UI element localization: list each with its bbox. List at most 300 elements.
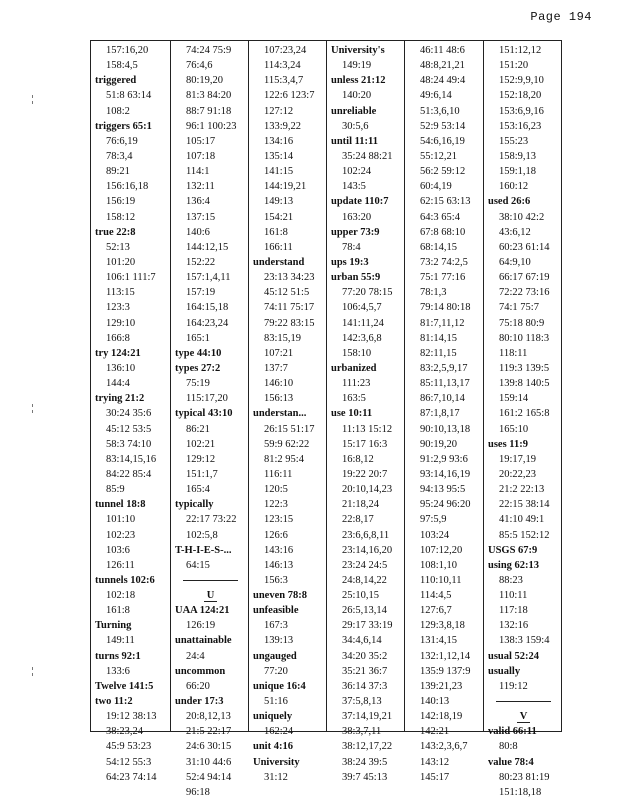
index-reference: 156:13 [264,393,294,405]
index-reference: 139:21,23 [420,680,463,692]
index-reference: 136:4 [186,196,210,208]
index-reference: 51:3,6,10 [420,105,460,117]
index-reference: 15:17 16:3 [342,438,388,450]
index-reference: 68:14,15 [420,241,458,253]
index-reference: 24:6 30:15 [186,741,232,753]
index-reference: 120:5 [264,484,288,496]
index-reference: 81:2 95:4 [264,453,304,465]
index-reference: 45:12 53:5 [106,423,152,435]
index-reference: 114:3,24 [264,60,301,72]
index-reference: 133:6 [106,665,130,677]
index-reference: 83:15,19 [264,332,302,344]
index-reference: 22:15 38:14 [499,499,550,511]
index-reference: 41:10 49:1 [499,514,545,526]
index-reference: 80:10 118:3 [499,332,550,344]
index-reference: 166:11 [264,241,293,253]
index-term: using 62:13 [488,559,540,571]
index-reference: 123:3 [106,302,130,314]
index-reference: 160:12 [499,181,529,193]
index-term: typically [175,499,214,511]
index-term: triggers 65:1 [95,120,152,132]
index-reference: 59:9 62:22 [264,438,310,450]
index-reference: 132:11 [186,181,215,193]
index-reference: 133:9,22 [264,120,302,132]
index-reference: 54:12 55:3 [106,756,152,768]
section-divider [175,573,246,588]
index-reference: 101:20 [106,256,136,268]
index-term: upper 73:9 [331,226,380,238]
index-reference: 30:5,6 [342,120,369,132]
index-reference: 163:5 [342,393,366,405]
index-term: uniquely [253,711,293,723]
index-reference: 82:11,15 [420,347,457,359]
index-term: unique 16:4 [253,680,306,692]
index-reference: 139:13 [264,635,294,647]
index-term: update 110:7 [331,196,389,208]
index-column-2 [171,41,249,798]
index-reference: 142:3,6,8 [342,332,382,344]
index-reference: 37:5,8,13 [342,696,382,708]
index-reference: 19:22 20:7 [342,468,388,480]
index-reference: 60:23 61:14 [499,241,550,253]
index-reference: 119:3 139:5 [499,362,550,374]
index-reference: 23:6,6,8,11 [342,529,390,541]
index-reference: 51:16 [264,696,288,708]
index-reference: 75:1 77:16 [420,272,466,284]
index-reference: 149:11 [106,635,135,647]
index-reference: 51:8 63:14 [106,90,152,102]
index-reference: 110:11 [499,590,528,602]
index-table [90,40,562,798]
index-reference: 164:15,18 [186,302,229,314]
index-term: unfeasible [253,605,299,617]
index-reference: 31:10 44:6 [186,756,232,768]
index-reference: 107:12,20 [420,544,463,556]
index-reference: 22:17 73:22 [186,514,237,526]
index-term: turns 92:1 [95,650,141,662]
index-term: uneven 78:8 [253,590,307,602]
index-term: use 10:11 [331,408,373,420]
index-reference: 23:14,16,20 [342,544,393,556]
index-reference: 137:7 [264,362,288,374]
index-reference: 74:1 75:7 [499,302,539,314]
index-reference: 25:10,15 [342,590,380,602]
index-reference: 38:3,7,11 [342,726,382,738]
index-reference: 156:3 [264,574,288,586]
margin-hole-mark [32,667,34,676]
index-reference: 38:10 42:2 [499,211,545,223]
index-reference: 46:11 48:6 [420,45,465,56]
index-term: Turning [95,620,132,632]
index-reference: 45:9 53:23 [106,741,152,753]
index-term: ups 19:3 [331,256,369,268]
index-reference: 86:7,10,14 [420,393,465,405]
index-term: value 78:4 [488,756,534,768]
index-reference: 144:12,15 [186,241,229,253]
index-term: typical 43:10 [175,408,233,420]
index-reference: 122:6 123:7 [264,90,315,102]
index-reference: 20:8,12,13 [186,711,231,723]
index-column-1 [91,41,171,783]
index-reference: 22:8,17 [342,514,374,526]
index-reference: 76:4,6 [186,60,213,72]
index-reference: 143:12 [420,756,450,768]
index-reference: 94:13 95:5 [420,484,466,496]
index-term: uses 11:9 [488,438,528,450]
index-reference: 126:19 [186,620,216,632]
index-reference: 151:1,7 [186,468,218,480]
section-letter-text: U [204,590,218,602]
index-reference: 20:10,14,23 [342,484,393,496]
index-reference: 93:14,16,19 [420,468,471,480]
index-reference: 144:19,21 [264,181,307,193]
index-reference: 24:4 [186,650,205,662]
index-reference: 153:16,23 [499,120,542,132]
index-reference: 54:6,16,19 [420,135,465,147]
index-reference: 135:9 137:9 [420,665,471,677]
index-reference: 143:5 [342,181,366,193]
index-reference: 134:16 [264,135,294,147]
index-reference: 87:1,8,17 [420,408,460,420]
index-reference: 52:4 94:14 [186,771,232,783]
index-reference: 145:17 [420,771,450,783]
index-reference: 157:1,4,11 [186,272,231,284]
index-column-4 [327,41,405,783]
index-reference: 115:3,4,7 [264,75,304,87]
index-reference: 165:10 [499,423,529,435]
index-reference: 155:23 [499,135,529,147]
index-reference: 38:12,17,22 [342,741,393,753]
index-reference: 75:19 [186,378,210,390]
index-reference: 163:20 [342,211,372,223]
index-reference: 35:24 88:21 [342,150,393,162]
index-reference: 152:9,9,10 [499,75,544,87]
index-reference: 136:10 [106,362,136,374]
index-reference: 156:16,18 [106,181,149,193]
index-reference: 157:19 [186,287,216,299]
index-reference: 122:3 [264,499,288,511]
index-term: valid 66:11 [488,726,537,738]
index-reference: 64:9,10 [499,256,531,268]
index-term: University's [331,45,385,56]
index-reference: 85:9 [106,484,125,496]
index-reference: 110:10,11 [420,574,462,586]
index-reference: 95:24 96:20 [420,499,471,511]
index-reference: 153:6,9,16 [499,105,544,117]
index-term: ungauged [253,650,297,662]
section-letter [488,709,559,724]
index-reference: 159:14 [499,393,529,405]
index-reference: 67:8 68:10 [420,226,466,238]
index-term: tunnel 18:8 [95,499,146,511]
index-reference: 114:1 [186,166,210,178]
index-reference: 39:7 45:13 [342,771,388,783]
index-reference: 159:1,18 [499,166,537,178]
index-reference: 103:24 [420,529,450,541]
index-reference: 26:5,13,14 [342,605,387,617]
index-reference: 23:24 24:5 [342,559,388,571]
index-reference: 85:5 152:12 [499,529,550,541]
index-reference: 143:2,3,6,7 [420,741,468,753]
index-reference: 151:18,18 [499,786,542,798]
index-reference: 19:17,19 [499,453,537,465]
index-term: triggered [95,75,137,87]
index-reference: 126:6 [264,529,288,541]
index-term: urbanized [331,362,377,374]
index-term: trying 21:2 [95,393,145,405]
index-reference: 162:24 [264,726,294,738]
index-reference: 139:8 140:5 [499,378,550,390]
index-reference: 101:10 [106,514,136,526]
index-term: unattainable [175,635,232,647]
index-reference: 107:18 [186,150,216,162]
index-reference: 45:12 51:5 [264,287,310,299]
index-reference: 80:23 81:19 [499,771,550,783]
index-reference: 114:4,5 [420,590,452,602]
index-reference: 85:11,13,17 [420,378,470,390]
index-reference: 66:20 [186,680,210,692]
index-term: try 124:21 [95,347,141,359]
index-reference: 132:1,12,14 [420,650,471,662]
index-reference: 107:23,24 [264,45,307,56]
index-reference: 55:12,21 [420,150,458,162]
index-reference: 131:4,15 [420,635,458,647]
index-reference: 79:22 83:15 [264,317,315,329]
index-reference: 115:17,20 [186,393,228,405]
index-reference: 97:5,9 [420,514,447,526]
index-reference: 161:8 [106,605,130,617]
index-reference: 23:13 34:23 [264,272,315,284]
index-reference: 103:6 [106,544,130,556]
index-reference: 140:13 [420,696,450,708]
index-term: unreliable [331,105,377,117]
page-number: Page 194 [530,10,592,24]
index-term: understand [253,256,305,268]
index-reference: 83:2,5,9,17 [420,362,468,374]
index-reference: 37:14,19,21 [342,711,393,723]
index-reference: 80:8 [499,741,518,753]
index-reference: 76:6,19 [106,135,138,147]
index-reference: 151:20 [499,60,529,72]
index-reference: 107:21 [264,347,294,359]
index-reference: 161:8 [264,226,288,238]
index-reference: 21:2 22:13 [499,484,545,496]
index-term: tunnels 102:6 [95,574,155,586]
index-reference: 48:24 49:4 [420,75,466,87]
index-reference: 106:1 111:7 [106,272,156,284]
index-reference: 88:7 91:18 [186,105,232,117]
index-term: under 17:3 [175,696,224,708]
index-reference: 102:18 [106,590,136,602]
index-reference: 108:2 [106,105,130,117]
index-reference: 105:17 [186,135,216,147]
index-reference: 149:19 [342,60,372,72]
index-term: T-H-I-E-S-... [175,544,232,556]
index-reference: 96:18 [186,786,210,798]
index-reference: 132:16 [499,620,529,632]
index-reference: 106:4,5,7 [342,302,382,314]
index-reference: 138:3 159:4 [499,635,550,647]
margin-hole-mark [32,404,34,413]
index-reference: 77:20 [264,665,288,677]
index-reference: 88:23 [499,574,523,586]
index-reference: 34:4,6,14 [342,635,382,647]
index-reference: 151:12,12 [499,45,542,56]
index-reference: 149:13 [264,196,294,208]
index-reference: 34:20 35:2 [342,650,388,662]
index-reference: 102:5,8 [186,529,218,541]
index-reference: 144:4 [106,378,130,390]
index-reference: 78:4 [342,241,361,253]
index-reference: 165:4 [186,484,210,496]
index-reference: 156:19 [106,196,136,208]
index-reference: 78:1,3 [420,287,447,299]
index-reference: 81:14,15 [420,332,458,344]
index-reference: 21:5 22:17 [186,726,232,738]
index-term: urban 55:9 [331,272,381,284]
index-reference: 142:21 [420,726,450,738]
index-reference: 43:6,12 [499,226,531,238]
index-reference: 129:10 [106,317,136,329]
index-column-6 [484,41,561,798]
index-term: true 22:8 [95,226,136,238]
index-reference: 164:23,24 [186,317,229,329]
index-reference: 146:13 [264,559,294,571]
index-reference: 152:18,20 [499,90,542,102]
index-reference: 36:14 37:3 [342,680,388,692]
index-reference: 75:18 80:9 [499,317,545,329]
index-reference: 126:11 [106,559,135,571]
index-reference: 119:12 [499,680,528,692]
index-reference: 90:19,20 [420,438,458,450]
index-reference: 64:3 65:4 [420,211,460,223]
index-reference: 143:16 [264,544,294,556]
section-divider [488,694,559,709]
index-reference: 77:20 78:15 [342,287,393,299]
index-reference: 84:22 85:4 [106,468,152,480]
index-term: USGS 67:9 [488,544,538,556]
index-reference: 140:6 [186,226,210,238]
index-reference: 111:23 [342,378,371,390]
section-letter-text: V [517,711,531,723]
index-reference: 62:15 63:13 [420,196,471,208]
index-column-3 [249,41,327,783]
index-reference: 49:6,14 [420,90,452,102]
index-term: usual 52:24 [488,650,540,662]
index-reference: 102:23 [106,529,136,541]
index-reference: 86:21 [186,423,210,435]
index-reference: 118:11 [499,347,528,359]
index-reference: 129:3,8,18 [420,620,465,632]
index-reference: 81:3 84:20 [186,90,232,102]
index-reference: 96:1 100:23 [186,120,237,132]
index-term: until 11:11 [331,135,378,147]
index-term: unit 4:16 [253,741,293,753]
index-reference: 52:9 53:14 [420,120,466,132]
index-reference: 123:15 [264,514,294,526]
index-reference: 60:4,19 [420,181,452,193]
index-term: UAA 124:21 [175,605,230,617]
index-reference: 127:6,7 [420,605,452,617]
index-term: understan... [253,408,307,420]
index-reference: 79:14 80:18 [420,302,471,314]
index-reference: 102:24 [342,166,372,178]
index-reference: 16:8,12 [342,453,374,465]
index-reference: 129:12 [186,453,216,465]
index-reference: 64:15 [186,559,210,571]
index-reference: 73:2 74:2,5 [420,256,468,268]
index-reference: 140:20 [342,90,372,102]
index-reference: 30:24 35:6 [106,408,152,420]
index-reference: 167:3 [264,620,288,632]
index-reference: 89:21 [106,166,130,178]
index-reference: 29:17 33:19 [342,620,393,632]
index-reference: 19:12 38:13 [106,711,157,723]
index-reference: 166:8 [106,332,130,344]
index-reference: 20:22,23 [499,468,537,480]
index-reference: 142:18,19 [420,711,463,723]
index-reference: 11:13 15:12 [342,423,393,435]
margin-hole-mark [32,95,34,104]
index-reference: 102:21 [186,438,216,450]
index-reference: 83:14,15,16 [106,453,157,465]
index-reference: 158:10 [342,347,372,359]
index-reference: 113:15 [106,287,135,299]
index-term: usually [488,665,521,677]
index-term: unless 21:12 [331,75,386,87]
index-reference: 78:3,4 [106,150,133,162]
index-reference: 158:9,13 [499,150,537,162]
index-reference: 157:16,20 [106,45,149,56]
index-reference: 56:2 59:12 [420,166,466,178]
index-reference: 26:15 51:17 [264,423,315,435]
index-reference: 38:24 39:5 [342,756,388,768]
index-reference: 158:12 [106,211,136,223]
index-reference: 161:2 165:8 [499,408,550,420]
index-reference: 165:1 [186,332,210,344]
index-term: two 11:2 [95,696,133,708]
index-reference: 90:10,13,18 [420,423,471,435]
index-reference: 35:21 36:7 [342,665,388,677]
index-reference: 64:23 74:14 [106,771,157,783]
index-reference: 141:11,24 [342,317,384,329]
index-reference: 91:2,9 93:6 [420,453,468,465]
index-reference: 81:7,11,12 [420,317,465,329]
index-reference: 154:21 [264,211,294,223]
index-reference: 146:10 [264,378,294,390]
index-reference: 116:11 [264,468,293,480]
index-reference: 72:22 73:16 [499,287,550,299]
index-reference: 152:22 [186,256,216,268]
index-reference: 31:12 [264,771,288,783]
index-term: University [253,756,300,768]
index-reference: 108:1,10 [420,559,458,571]
index-reference: 135:14 [264,150,294,162]
index-reference: 141:15 [264,166,294,178]
index-reference: 66:17 67:19 [499,272,550,284]
index-reference: 38:23,24 [106,726,144,738]
index-reference: 21:18,24 [342,499,380,511]
index-column-5 [405,41,484,783]
index-term: type 44:10 [175,347,222,359]
index-term: types 27:2 [175,362,221,374]
section-letter [175,588,246,603]
index-reference: 127:12 [264,105,294,117]
index-reference: 158:4,5 [106,60,138,72]
index-reference: 74:24 75:9 [186,45,232,56]
index-reference: 52:13 [106,241,130,253]
index-term: used 26:6 [488,196,531,208]
